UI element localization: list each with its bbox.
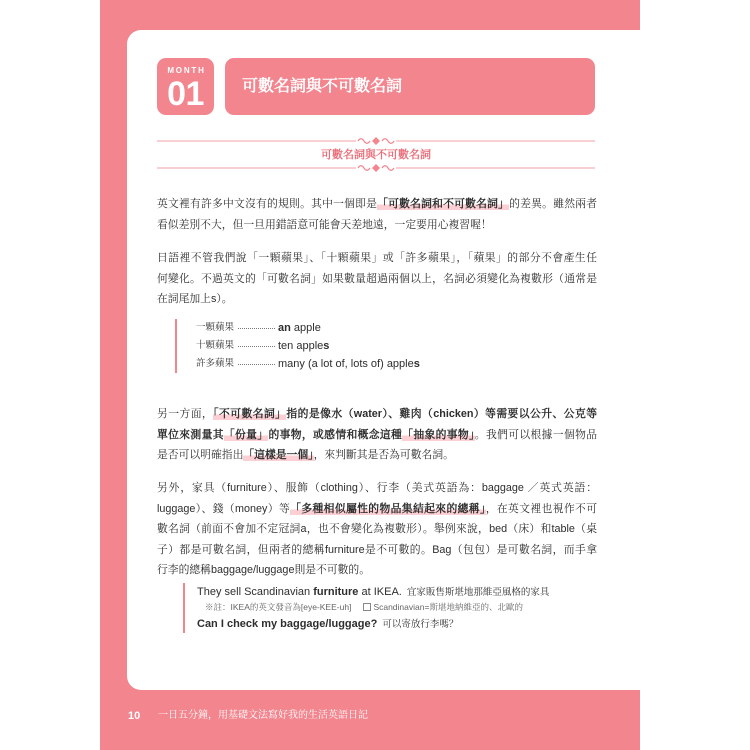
text-line	[157, 445, 597, 466]
paragraph-text: ，在英文裡也視作不可	[485, 502, 597, 515]
key-term-highlight: 「這樣是一個」	[243, 449, 314, 461]
section-divider-bottom	[157, 160, 595, 176]
example-row	[196, 337, 420, 355]
example-english-text: at IKEA.	[358, 586, 402, 598]
example-english	[278, 340, 329, 352]
bold-text: 指的是像水（water）、雞肉（chicken）等需要以公升、公克等	[286, 408, 597, 420]
example-english-text: many (a lot of, lots of) apple	[278, 358, 414, 370]
key-term-highlight: 「可數名詞和不可數名詞」	[377, 198, 510, 210]
pronunciation-note: ※註：IKEA的英文發音為[eye-KEE-uh]	[205, 602, 352, 612]
example-chinese: 十顆蘋果	[196, 340, 235, 351]
paragraph-text: 。我們可以根據一個物品	[474, 428, 598, 441]
ornament-wave-icon	[358, 166, 370, 171]
paragraph-text: 英文裡有許多中文沒有的規則。其中一個即是	[157, 198, 378, 210]
key-term-highlight: 「份量」	[223, 428, 269, 441]
text-line	[157, 540, 597, 561]
paragraph-text: 另外，家具（furniture）、服飾（clothing）、行李（美式英語為：baggage ／英式英語：	[157, 482, 597, 494]
ornament-wave-icon	[382, 166, 394, 171]
example-english-text: ?	[370, 618, 378, 630]
example-english-text: They sell Scandinavian	[197, 586, 314, 598]
countable-paragraph	[157, 248, 597, 310]
text-line	[157, 215, 597, 236]
example-english	[278, 322, 321, 334]
ornament-diamond-icon	[372, 164, 380, 172]
dotted-leader	[238, 337, 275, 347]
example-english-text: apple	[290, 322, 321, 334]
ornament-diamond-icon	[372, 137, 380, 145]
bold-text: 的事物，或感情和概念這種	[268, 428, 403, 441]
example-english	[197, 618, 377, 630]
month-label: MONTH	[167, 66, 206, 75]
example-english-bold: s	[323, 340, 330, 352]
paragraph-text: 子）都是可數名詞，但兩者的總稱furniture是不可數的。Bag（包包）是可數名詞，而手拿	[157, 543, 597, 556]
example-english-bold: baggage/luggage	[280, 618, 371, 630]
example-sentence	[197, 615, 549, 631]
page-number: 10	[128, 710, 141, 722]
dotted-leader	[238, 355, 275, 365]
text-line	[157, 404, 597, 425]
example-english-bold: s	[413, 358, 420, 370]
paragraph-text: 另一方面，	[157, 408, 214, 420]
collective-paragraph	[157, 478, 597, 581]
month-number: 01	[167, 75, 204, 113]
paragraph-text: 日語裡不管我們說「一顆蘋果」、「十顆蘋果」或「許多蘋果」，「蘋果」的部分不會產生任	[157, 252, 597, 264]
paragraph-text: luggage）、錢（money）等	[157, 502, 291, 515]
chapter-title: 可數名詞與不可數名詞	[242, 78, 403, 95]
example-row	[196, 355, 420, 373]
book-title: 一日五分鐘，用基礎文法寫好我的生活英語日記	[158, 710, 368, 721]
collective-example-box	[183, 583, 549, 633]
example-english-bold: an	[278, 322, 291, 334]
paragraph-text: 行李的總稱baggage/luggage則是不可數的。	[157, 564, 371, 576]
example-english-text: ten apple	[278, 340, 324, 352]
paragraph-text: 是否可以明確指出	[157, 449, 244, 461]
paragraph-text: 數名詞（前面不會加不定冠詞a，也不會變化為複數形）。舉例來說，bed（床）和table（桌	[157, 523, 597, 535]
example-chinese: 許多蘋果	[196, 358, 235, 369]
bold-text: 單位來測量其	[157, 428, 224, 441]
text-line	[157, 194, 597, 215]
paragraph-text: ，來判斷其是否為可數名詞。	[313, 449, 454, 461]
example-translation: 可以寄放行李嗎？	[382, 619, 459, 630]
vocab-note	[363, 602, 523, 612]
paragraph-text: 的差異。雖然兩者	[509, 198, 598, 210]
text-line	[157, 425, 597, 446]
example-note	[197, 599, 549, 615]
paragraph-text: 在詞尾加上s）。	[157, 293, 233, 305]
example-sentence	[197, 583, 549, 599]
key-term-highlight: 「不可數名詞」	[213, 408, 287, 420]
example-chinese: 一顆蘋果	[196, 322, 235, 333]
example-english-bold: furniture	[313, 586, 359, 598]
paragraph-text: 何變化。不過英文的「可數名詞」如果數量超過兩個以上，名詞必須變化為複數形（通常是	[157, 272, 597, 285]
ornament-wave-icon	[358, 139, 370, 144]
countable-example-box	[175, 319, 420, 373]
paragraph-text: 看似差別不大，但一旦用錯語意可能會天差地遠，一定要用心複習喔！	[157, 218, 492, 231]
text-line	[157, 478, 597, 499]
section-heading: 可數名詞與不可數名詞	[321, 149, 431, 161]
example-translation: 宜家販售斯堪地那維亞風格的家具	[406, 587, 550, 598]
ornament-wave-icon	[382, 139, 394, 144]
example-english	[278, 358, 420, 370]
key-term-highlight: 「抽象的事物」	[402, 428, 475, 441]
vocab-note-text: Scandinavian=斯堪地納維亞的、北歐的	[373, 602, 523, 612]
text-line	[157, 560, 597, 581]
text-line	[157, 269, 597, 290]
example-row	[196, 319, 420, 337]
intro-paragraph	[157, 194, 597, 235]
square-bullet-icon	[363, 603, 371, 611]
key-term-highlight: 「多種相似屬性的物品集結起來的總稱」	[290, 502, 486, 515]
chapter-title-bar	[225, 58, 595, 115]
uncountable-paragraph	[157, 404, 597, 466]
example-english	[197, 586, 402, 598]
text-line	[157, 289, 597, 310]
month-badge	[157, 58, 214, 115]
example-english-text: Can I check my	[197, 618, 281, 630]
text-line	[157, 499, 597, 520]
text-line	[157, 519, 597, 540]
text-line	[157, 248, 597, 269]
dotted-leader	[238, 319, 275, 329]
